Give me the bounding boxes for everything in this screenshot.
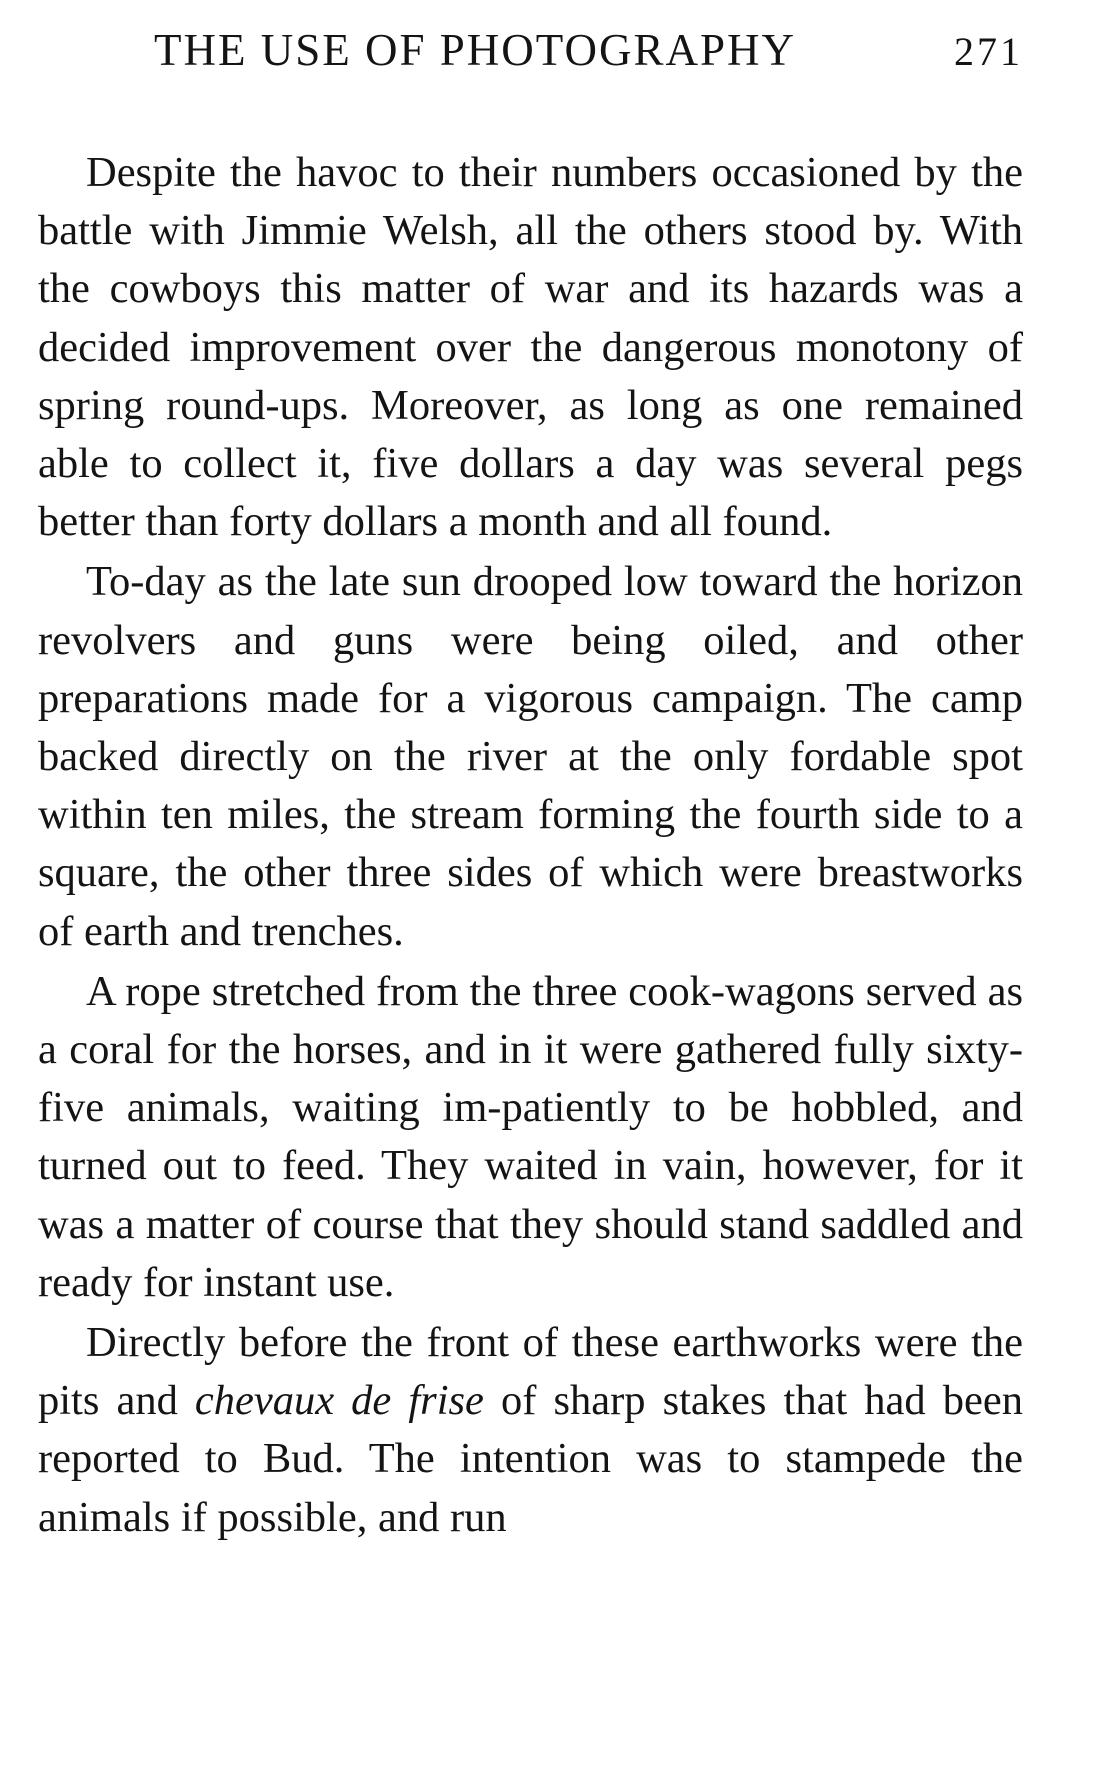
paragraph-3: A rope stretched from the three cook-wagons served as a coral for the horses, and in it were gathered fully sixty-five animals, waiting im-patiently to be hobbled, and turned out to feed. They waited in vain, however, for it was a matter of course that they should stand saddled and ready for instant use. [38, 967, 1023, 1306]
paragraph-1: Despite the havoc to their numbers occasioned by the battle with Jimmie Welsh, all the others stood by. With the cowboys this matter of war and its hazards was a decided improvement over the dangerous monotony of spring round-ups. Moreover, as long as one remained able to collect it, five dollars a day was several pegs better than forty dollars a month and all found. [38, 149, 1023, 546]
page-number: 271 [954, 29, 1023, 74]
paragraph-2: To-day as the late sun drooped low toward the horizon revolvers and guns were being oiled, and other preparations made for a vigorous campaign. The camp backed directly on the river at the only fordable spot within ten miles, the stream forming the fourth side to a square, the other three sides of which were breastworks of earth and trenches. [38, 558, 1023, 955]
paragraph-4 [38, 1314, 1023, 1547]
running-head: THE USE OF PHOTOGRAPHY [154, 25, 796, 75]
paragraph-4-end: of sharp stakes that had been reported to Bud. The intention was to stampede the animals if possible, and run [38, 1377, 1023, 1541]
book-page [38, 22, 1023, 1547]
italic-phrase: chevaux de frise [194, 1377, 484, 1425]
page-header [38, 22, 1023, 92]
paragraph-4-start: Directly before the front of these earthworks were the pits and [38, 1319, 1023, 1425]
body-text [38, 144, 1023, 1547]
